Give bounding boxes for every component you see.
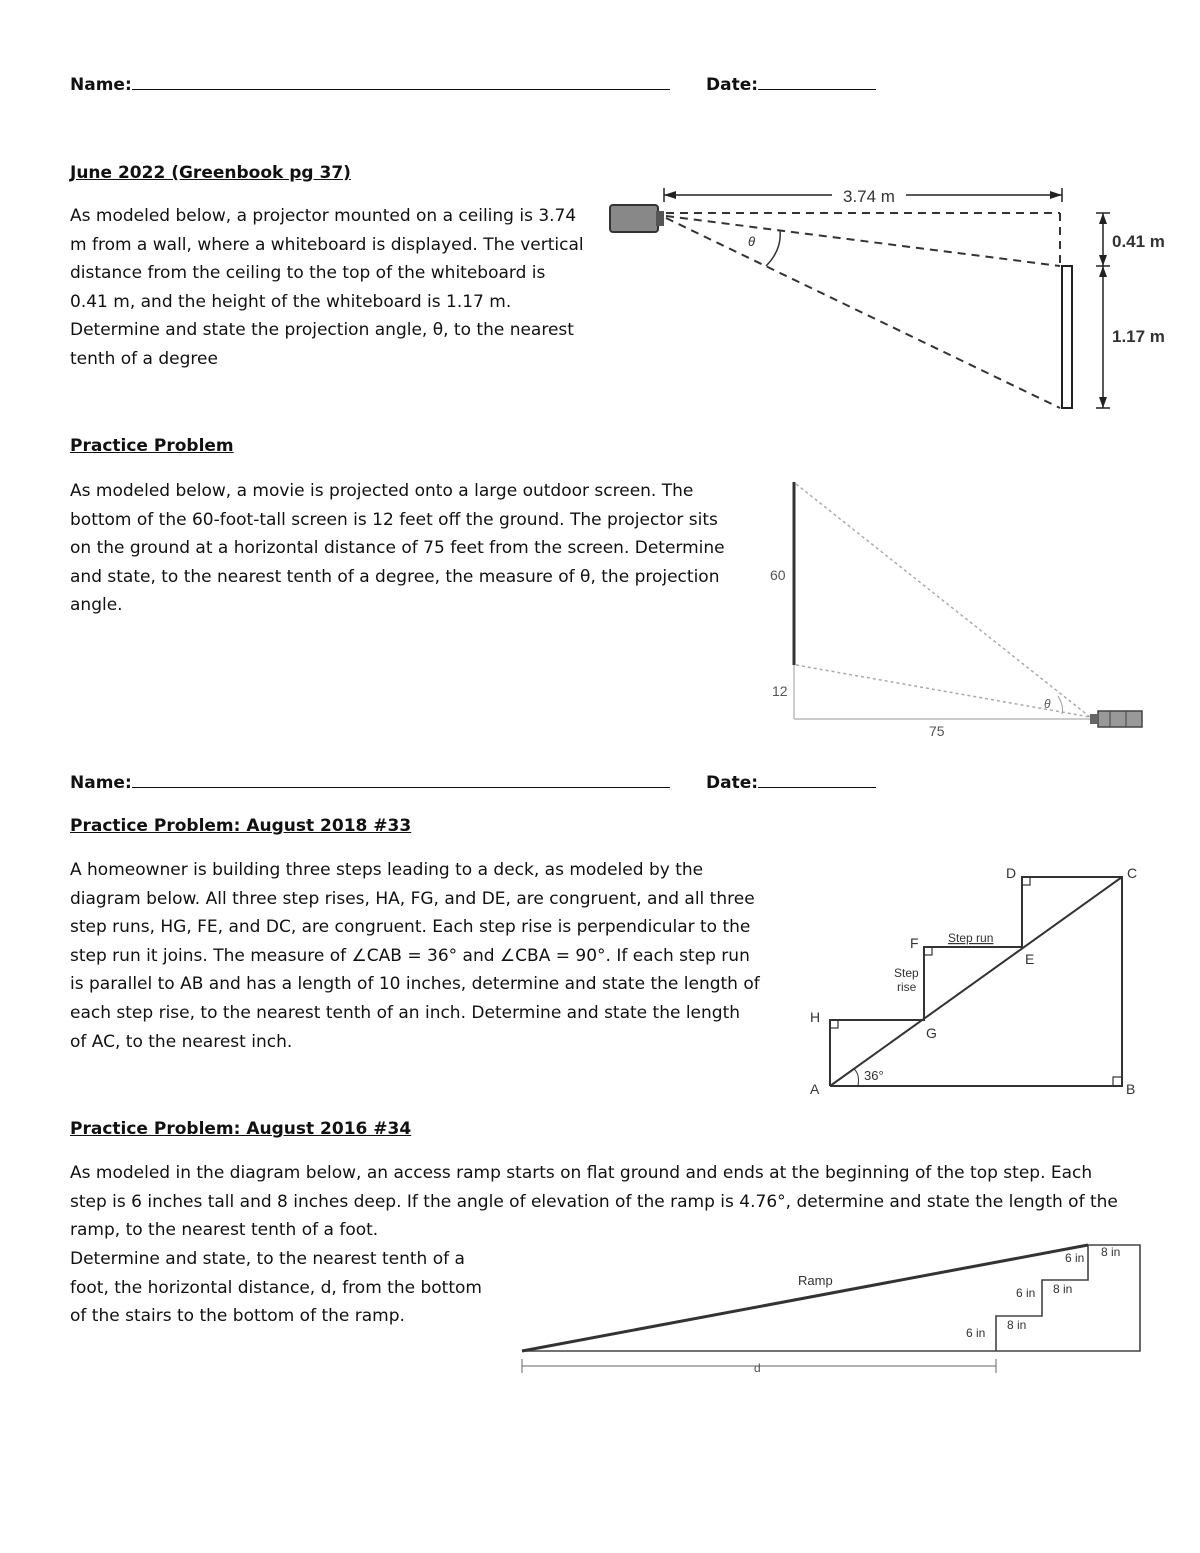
theta-label: θ — [748, 234, 756, 249]
name-label-2: Name: — [70, 773, 132, 793]
label-a: A — [810, 1081, 820, 1097]
step-run-label: Step run — [948, 931, 994, 945]
problem2-title: Practice Problem — [70, 436, 234, 456]
label-c: C — [1127, 865, 1138, 881]
problem3-text: A homeowner is building three steps leading to a deck, as modeled by the diagram below. All three step rises, HA, FG, and DE, are congruent, and all three step runs, HG, FE, and DC, are congruent. Each step rise is perpendicular to the step run it joins. The measure of ∠CAB = 36° and ∠CBA = 90°. If each step run is parallel to AB and has a length of 10 inches, determine and state the length of each step rise, to the nearest tenth of an inch. Determine and state the length of AC, to the nearest inch. — [70, 860, 760, 1052]
diagonal-ac — [830, 877, 1122, 1086]
date-blank-2[interactable] — [758, 786, 876, 788]
problem3-title: Practice Problem: August 2018 #33 — [70, 816, 412, 836]
screen-height-label: 60 — [770, 567, 786, 583]
problem4-title: Practice Problem: August 2016 #34 — [70, 1119, 412, 1139]
name-field-2[interactable] — [70, 773, 670, 793]
steps-diagram — [800, 860, 1160, 1100]
angle-arc — [766, 230, 780, 266]
deep-label-3: 8 in — [1101, 1245, 1121, 1259]
deep-label-2: 8 in — [1053, 1282, 1073, 1296]
date-label-2: Date: — [706, 773, 759, 793]
top-ray — [666, 216, 1060, 266]
problem4-text: As modeled in the diagram below, an access ramp starts on flat ground and ends at the beginning of the top step. Each step is 6 inches tall and 8 inches deep. If the angle of elevation of the ramp is 4.76°, determine and state the length of the ramp, to the nearest tenth of a foot. — [70, 1163, 1118, 1241]
bottom-ray — [666, 218, 1060, 408]
tall-label-2: 6 in — [1016, 1286, 1036, 1300]
distance-label: 3.74 m — [843, 187, 895, 206]
projector-lens — [656, 211, 664, 226]
d-label: d — [754, 1361, 761, 1375]
tall-label-1: 6 in — [966, 1326, 986, 1340]
date-field-2[interactable] — [706, 773, 876, 793]
ramp-diagram — [510, 1230, 1160, 1380]
name-field[interactable] — [70, 75, 670, 95]
label-b: B — [1126, 1081, 1136, 1097]
tall-label-3: 6 in — [1065, 1251, 1085, 1265]
problem1-title: June 2022 (Greenbook pg 37) — [70, 163, 351, 183]
date-label: Date: — [706, 75, 759, 95]
ramp-line — [522, 1245, 1088, 1351]
top-projection-ray — [796, 484, 1090, 717]
problem4-text-2: Determine and state, to the nearest tenth of a foot, the horizontal distance, d, from the bottom of the stairs to the bottom of the ramp. — [70, 1249, 482, 1327]
step-rise-label-2: rise — [897, 980, 917, 994]
theta-label: θ — [1044, 697, 1051, 711]
problem1-text: As modeled below, a projector mounted on a ceiling is 3.74 m from a wall, where a whiteboard is displayed. The vertical distance from the ceiling to the top of the whiteboard is 0.41 m, and the height of the whiteboard is 1.17 m. Determine and state the projection angle, θ, to the nearest tenth of a degree — [70, 206, 584, 369]
name-label: Name: — [70, 75, 132, 95]
projector-body — [610, 205, 658, 232]
projector-body — [1098, 711, 1142, 727]
whiteboard — [1062, 266, 1072, 408]
deep-label-1: 8 in — [1007, 1318, 1027, 1332]
date-blank[interactable] — [758, 88, 876, 90]
ramp-label: Ramp — [798, 1273, 833, 1288]
angle-label: 36° — [864, 1068, 884, 1083]
projector-lens — [1090, 714, 1098, 724]
name-blank[interactable] — [132, 88, 670, 90]
outdoor-screen-diagram — [760, 470, 1160, 745]
label-g: G — [926, 1025, 937, 1041]
top-gap-label: 0.41 m — [1112, 232, 1165, 251]
label-h: H — [810, 1009, 821, 1025]
ground-gap-label: 12 — [772, 683, 788, 699]
step-rise-label-1: Step — [894, 966, 919, 980]
projector-ceiling-diagram — [600, 180, 1180, 415]
name-blank-2[interactable] — [132, 786, 670, 788]
label-e: E — [1025, 951, 1035, 967]
distance-label: 75 — [929, 723, 945, 739]
date-field[interactable] — [706, 75, 876, 95]
problem2-text: As modeled below, a movie is projected onto a large outdoor screen. The bottom of the 60-foot-tall screen is 12 feet off the ground. The projector sits on the ground at a horizontal distance of 75 feet from the screen. Determine and state, to the nearest tenth of a degree, the measure of θ, the projection angle. — [70, 481, 725, 616]
label-d: D — [1006, 865, 1017, 881]
label-f: F — [910, 935, 919, 951]
board-height-label: 1.17 m — [1112, 327, 1165, 346]
